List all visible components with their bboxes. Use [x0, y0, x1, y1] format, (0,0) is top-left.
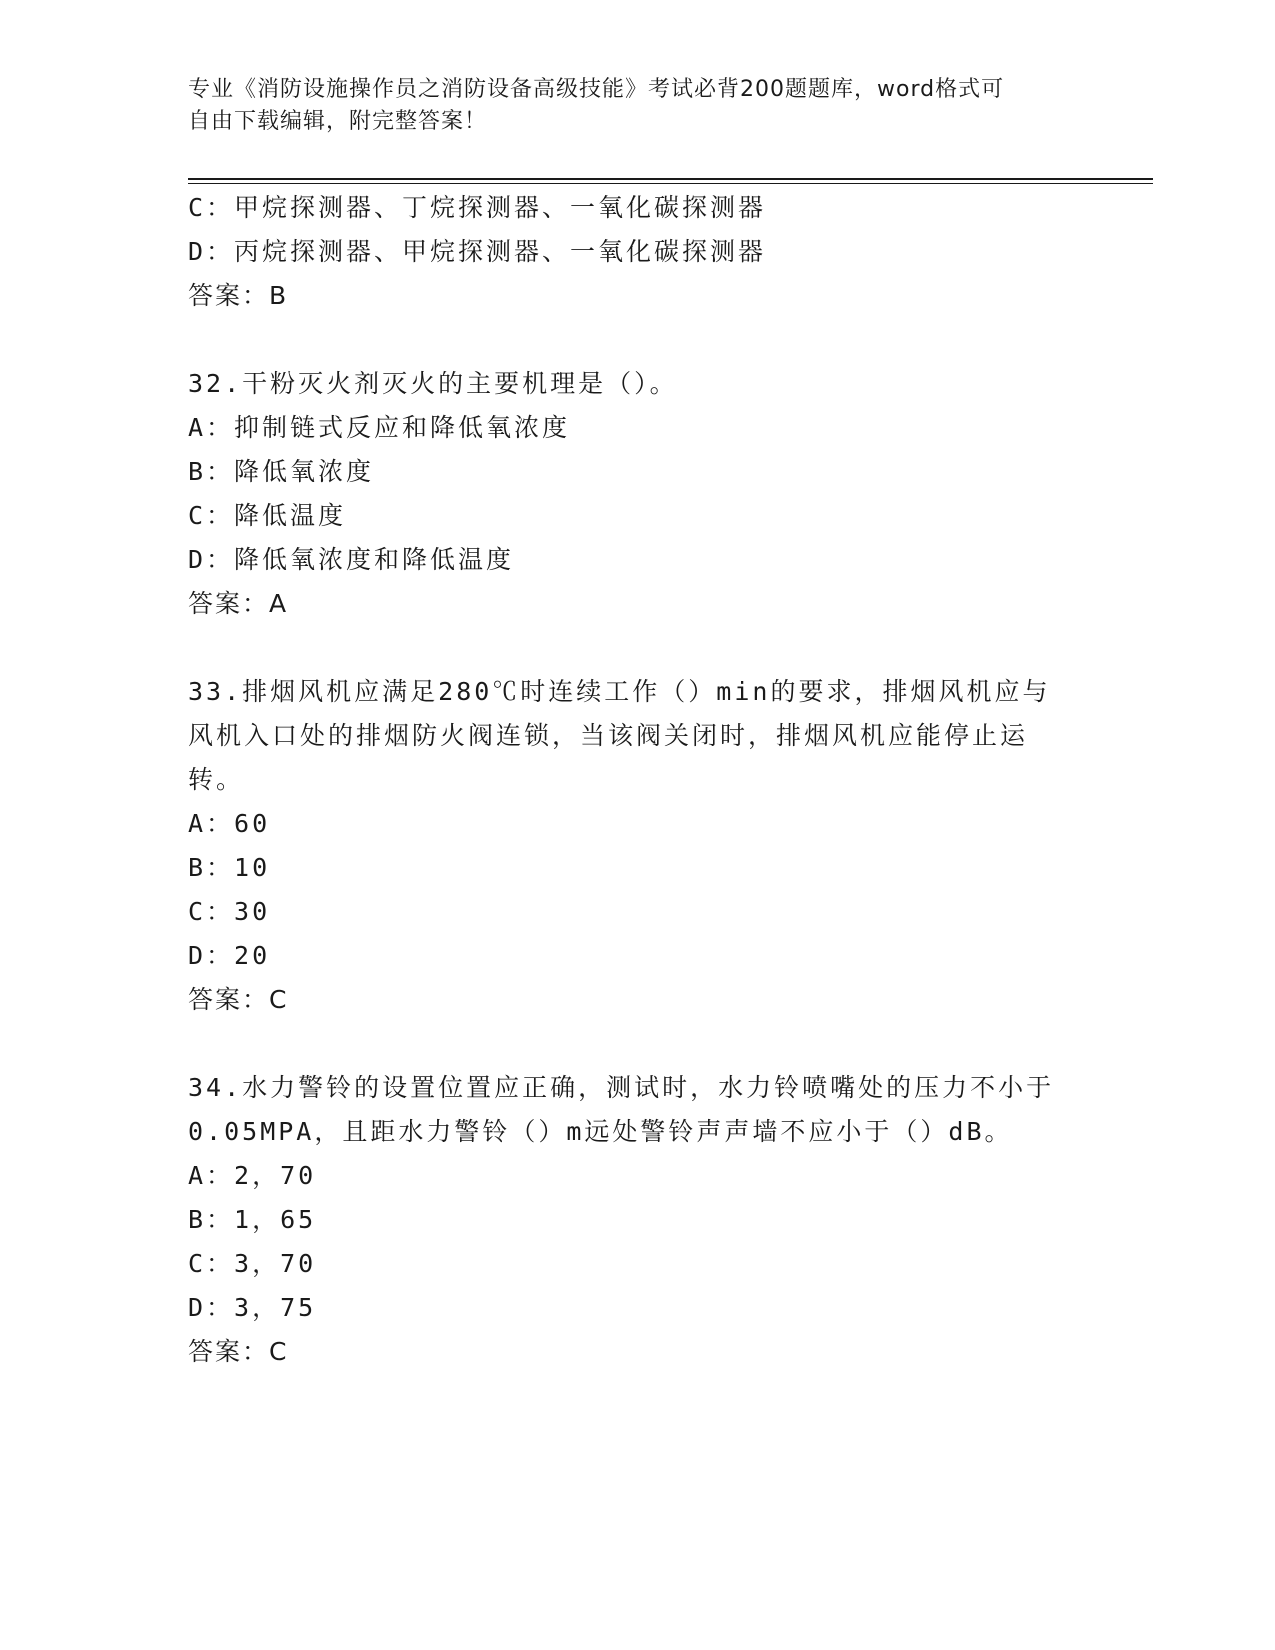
- q33-option-d: D：20: [188, 941, 271, 970]
- q34-option-c: C：3，70: [188, 1249, 317, 1278]
- q33-stem-line-3: 转。: [188, 765, 245, 794]
- q32-option-b: B：降低氧浓度: [188, 457, 375, 486]
- q32-option-d: D：降低氧浓度和降低温度: [188, 545, 515, 574]
- q34-stem-line-1: 34.水力警铃的设置位置应正确，测试时，水力铃喷嘴处的压力不小于: [188, 1073, 1055, 1102]
- q32-option-a: A：抑制链式反应和降低氧浓度: [188, 413, 571, 442]
- q34-option-a: A：2，70: [188, 1161, 317, 1190]
- q33-stem-line-2: 风机入口处的排烟防火阀连锁，当该阀关闭时，排烟风机应能停止运: [188, 721, 1029, 750]
- q32-stem: 32.干粉灭火剂灭火的主要机理是（）。: [188, 369, 678, 398]
- q34-answer: 答案：C: [188, 1337, 289, 1366]
- header-line-1: 专业《消防设施操作员之消防设备高级技能》考试必背200题题库，word格式可: [188, 77, 1005, 102]
- q33-option-c: C：30: [188, 897, 271, 926]
- q34-option-b: B：1，65: [188, 1205, 317, 1234]
- q33-option-a: A：60: [188, 809, 271, 838]
- q33-answer: 答案：C: [188, 985, 289, 1014]
- header-divider: [188, 178, 1153, 184]
- prev-option-c: C：甲烷探测器、丁烷探测器、一氧化碳探测器: [188, 193, 767, 222]
- prev-option-d: D：丙烷探测器、甲烷探测器、一氧化碳探测器: [188, 237, 767, 266]
- q32-option-c: C：降低温度: [188, 501, 347, 530]
- page-header: [188, 74, 1088, 138]
- q34-option-d: D：3，75: [188, 1293, 317, 1322]
- q34-stem-line-2: 0.05MPA，且距水力警铃（）m远处警铃声声墙不应小于（）dB。: [188, 1117, 1013, 1146]
- header-line-2: 自由下载编辑，附完整答案！: [188, 109, 488, 134]
- q33-stem-line-1: 33.排烟风机应满足280℃时连续工作（）min的要求，排烟风机应与: [188, 677, 1051, 706]
- q32-answer: 答案：A: [188, 589, 289, 618]
- prev-answer: 答案：B: [188, 281, 289, 310]
- q33-option-b: B：10: [188, 853, 271, 882]
